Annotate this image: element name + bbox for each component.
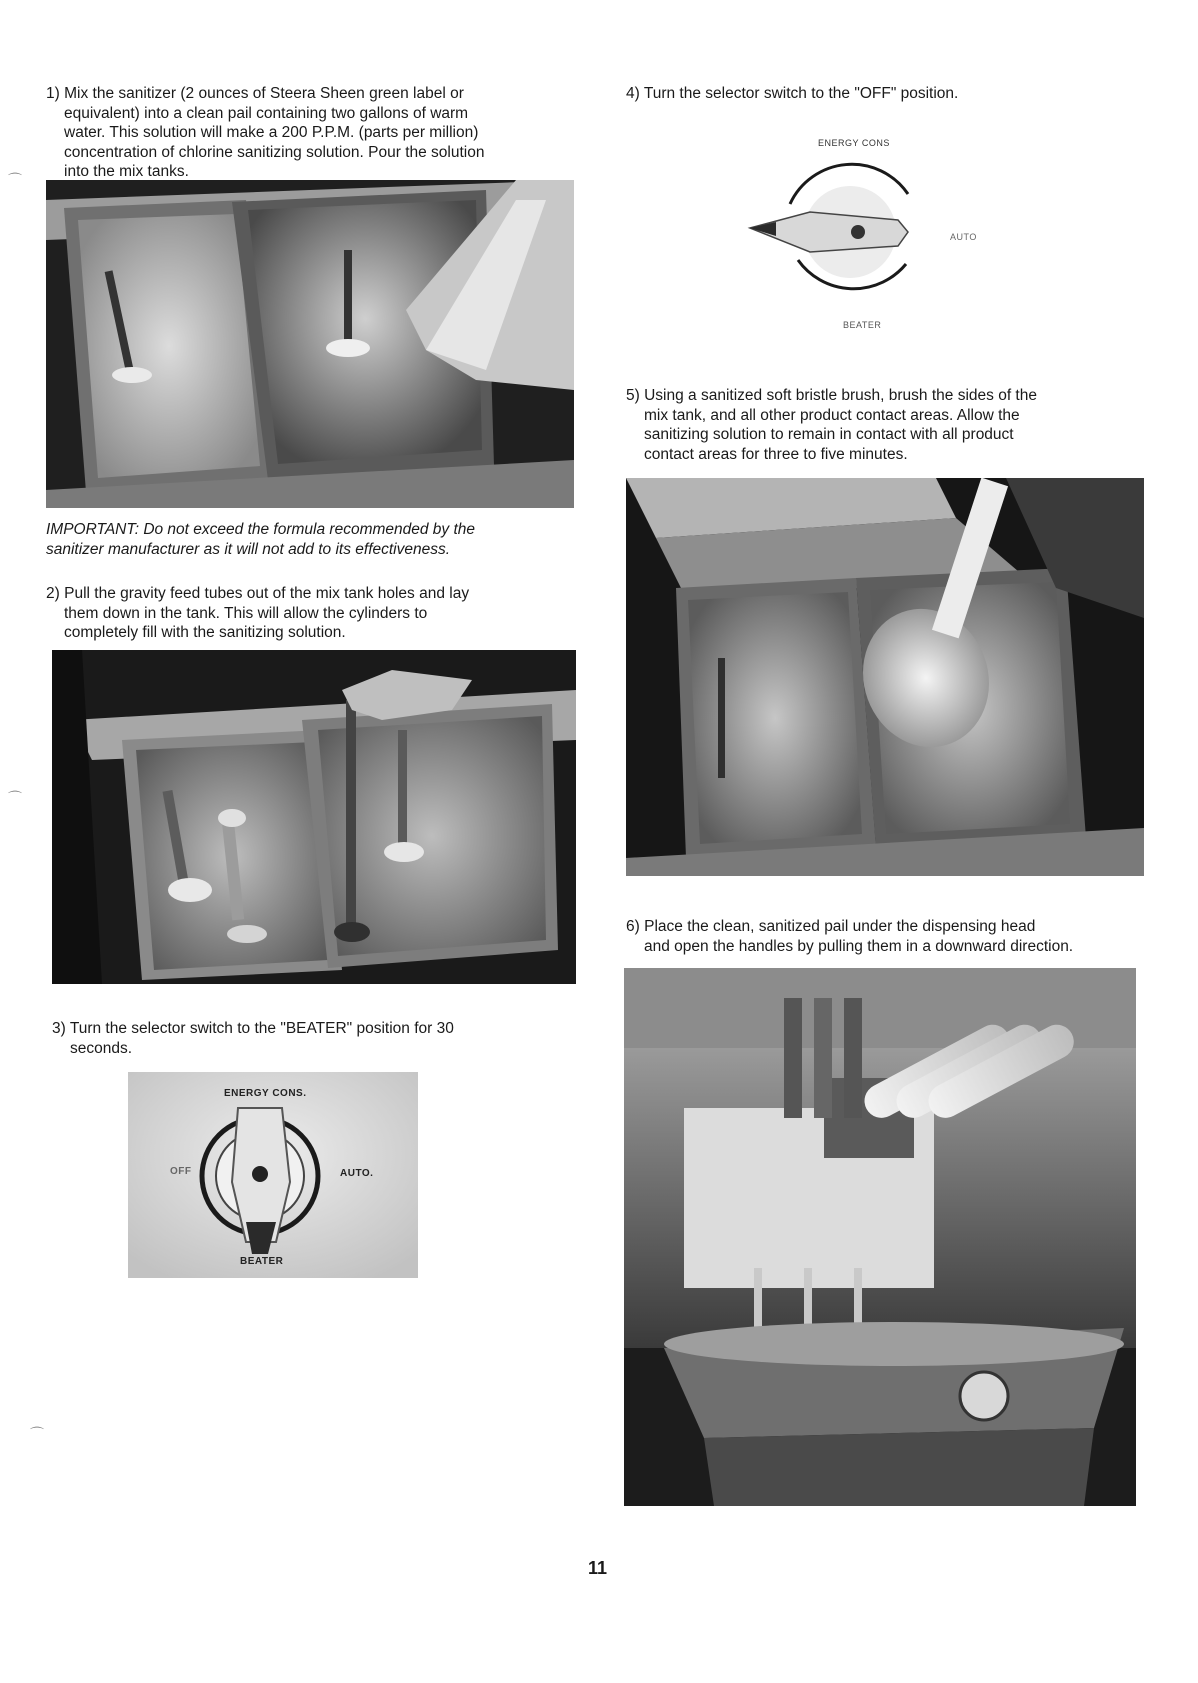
photo-dispensing-into-pail	[624, 968, 1136, 1506]
dial-label-energy-cons: ENERGY CONS	[818, 138, 890, 148]
step-text: Pull the gravity feed tubes out of the mix tank holes and lay	[64, 585, 470, 602]
step-number: 5)	[626, 387, 640, 404]
step-text: Turn the selector switch to the "BEATER" position for 30	[69, 1020, 454, 1037]
binder-hole-mark: ⌒	[8, 172, 22, 188]
selector-switch-beater-photo	[128, 1072, 418, 1278]
important-text: Do not exceed the formula recommended by the	[143, 521, 476, 538]
page-number: 11	[588, 1558, 608, 1578]
dial-label-energy-cons: ENERGY CONS.	[224, 1088, 307, 1099]
step-number: 1)	[46, 85, 60, 102]
important-text: sanitizer manufacturer as it will not add to its effectiveness.	[46, 541, 451, 558]
step-text: and open the handles by pulling them in a downward direction.	[644, 937, 1074, 955]
selector-switch-off-diagram	[730, 124, 990, 340]
step-text: Turn the selector switch to the "OFF" position.	[643, 85, 959, 102]
step-text: Place the clean, sanitized pail under the dispensing head	[644, 918, 1036, 935]
step-text: mix tank, and all other product contact areas. Allow the	[644, 406, 1020, 424]
binder-hole-mark: ⌒	[30, 1426, 44, 1442]
step-number: 2)	[46, 585, 60, 602]
step-5	[626, 386, 1146, 464]
step-text: Mix the sanitizer (2 ounces of Steera Sheen green label or	[64, 85, 464, 102]
dial-label-beater: BEATER	[843, 320, 882, 330]
step-number: 4)	[626, 85, 640, 102]
dial-label-off: OFF	[170, 1166, 192, 1177]
step-number: 6)	[626, 918, 640, 935]
dial-label-auto: AUTO	[950, 232, 977, 242]
important-note	[46, 520, 586, 560]
step-text: into the mix tanks.	[64, 163, 189, 180]
step-text: contact areas for three to five minutes.	[644, 445, 908, 463]
photo-brushing-tank	[626, 478, 1144, 876]
step-1	[46, 84, 586, 182]
step-text: concentration of chlorine sanitizing solution. Pour the solution	[64, 143, 485, 161]
photo-pulling-feed-tubes	[52, 650, 576, 984]
step-text: water. This solution will make a 200 P.P.M. (parts per million)	[64, 124, 479, 141]
step-text: sanitizing solution to remain in contact with all product	[644, 426, 1014, 443]
step-2	[46, 584, 586, 643]
dial-label-auto: AUTO.	[340, 1168, 374, 1179]
dial-label-beater: BEATER	[240, 1256, 284, 1267]
step-text: them down in the tank. This will allow the cylinders to	[64, 604, 428, 622]
step-3	[52, 1019, 592, 1058]
binder-hole-mark: ⌒	[8, 790, 22, 806]
photo-mix-tanks-solution	[46, 180, 574, 508]
step-4	[626, 84, 1146, 104]
step-text: completely fill with the sanitizing solution.	[64, 624, 346, 641]
step-6	[626, 917, 1156, 956]
step-number: 3)	[52, 1020, 66, 1037]
step-text: equivalent) into a clean pail containing two gallons of warm	[64, 104, 469, 122]
step-text: Using a sanitized soft bristle brush, brush the sides of the	[644, 387, 1037, 404]
step-text: seconds.	[70, 1039, 133, 1057]
important-label: IMPORTANT:	[46, 521, 139, 538]
